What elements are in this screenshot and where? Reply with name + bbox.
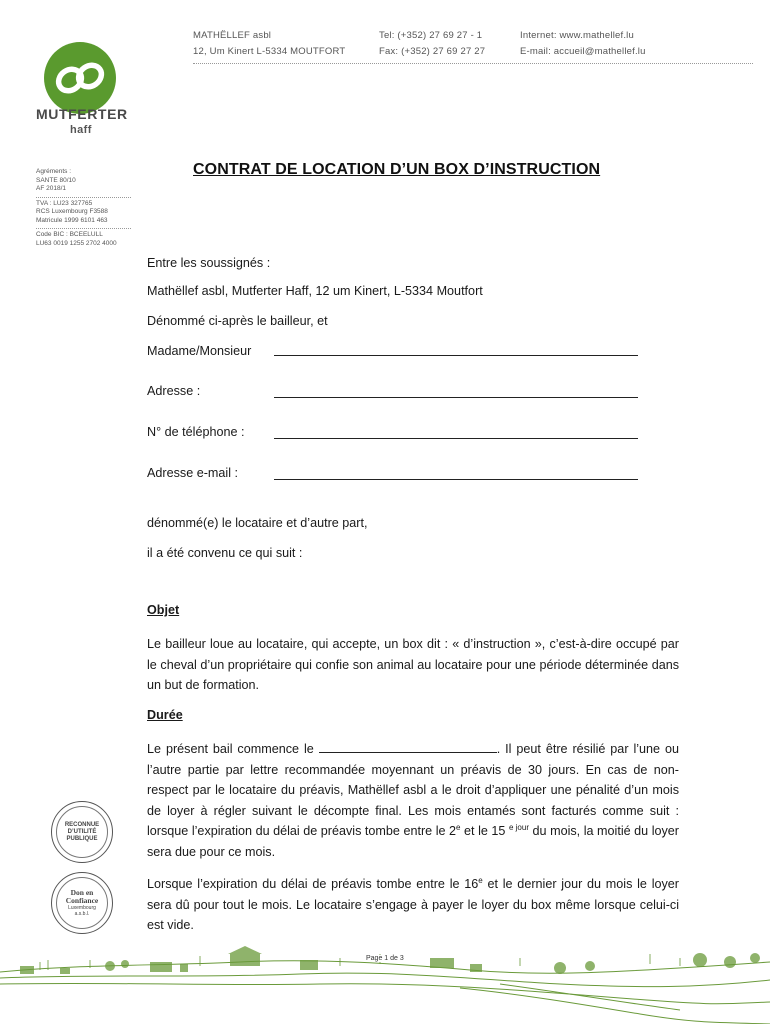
sidebar-line: RCS Luxembourg F3588 [36, 208, 108, 215]
sidebar-divider [36, 197, 131, 198]
parties-intro: Entre les soussignés : [147, 256, 271, 270]
email-field[interactable] [274, 479, 638, 480]
don-en-confiance-seal [51, 872, 113, 934]
sidebar-line: TVA : LU23 327765 [36, 199, 93, 207]
sidebar-line: Code BIC : BCEELULL [36, 231, 103, 238]
name-label: Madame/Monsieur [147, 344, 252, 358]
sidebar-line: Matricule 1999 6101 463 [36, 216, 108, 224]
sidebar-line: AF 2018/1 [36, 185, 66, 192]
duree-heading: Durée [147, 708, 183, 722]
brand-subname: haff [70, 124, 92, 136]
duree-rest: . Il peut être résilié par l’une ou l’autre partie par lettre recommandée moyennant un préavis de 30 jours. En cas de non-respect par le locataire du préavis, Mathëllef asbl a le droit d’appliquer une pénalité d’un mois de loyer à régler suivant le décompte final. Les mois entamés sont facturés comme suit : lorsque l’expiration du délai de préavis tombe entre le 2 [147, 742, 680, 838]
phone-field[interactable] [274, 438, 638, 439]
start-date-field[interactable] [319, 740, 497, 753]
header-divider [193, 63, 753, 64]
header-contact [379, 28, 485, 60]
address-field[interactable] [274, 397, 638, 398]
seal-text: RECONNUE D’UTILITÉ PUBLIQUE [64, 821, 100, 842]
objet-heading: Objet [147, 603, 180, 617]
name-field[interactable] [274, 355, 638, 356]
org-name: MATHËLLEF asbl [193, 30, 272, 41]
page-number: Page 1 de 3 [366, 955, 404, 962]
duree-paragraph-2 [147, 874, 679, 936]
org-address: 12, Um Kinert L-5334 MOUTFORT [193, 46, 346, 57]
objet-text: Le bailleur loue au locataire, qui accepte, un box dit : « d’instruction », c’est-à-dire occupé par le cheval d’un propriétaire qui confie son animal au locataire pour une période déterminée dans un but de formation. [147, 637, 679, 692]
phone-label: N° de téléphone : [147, 425, 245, 439]
org-internet[interactable]: Internet: www.mathellef.lu [520, 30, 634, 41]
sup-e-jour: e jour [508, 822, 529, 832]
denomme-locataire: dénommé(e) le locataire et d’autre part, [147, 516, 368, 530]
duree-paragraph-1 [147, 739, 679, 862]
sidebar-line: SANTE 80/10 [36, 176, 76, 184]
document-title: CONTRAT DE LOCATION D’UN BOX D’INSTRUCTION [193, 161, 601, 178]
address-label: Adresse : [147, 384, 201, 398]
duree-end: du mois, la moitié du loyer sera due pour ce mois. [147, 824, 679, 859]
sup-e-2: e [478, 875, 483, 885]
header-web [520, 28, 646, 60]
duree-mid: et le 15 [460, 824, 509, 838]
utilite-publique-seal [51, 801, 113, 863]
sup-e: e [456, 822, 461, 832]
duree-start: Le présent bail commence le [147, 742, 314, 756]
seal-subtext: Luxembourg a.s.b.l. [68, 905, 96, 917]
convenu-line: il a été convenu ce qui suit : [147, 546, 303, 560]
brand-name: MUTFERTER [36, 106, 128, 122]
sidebar-divider [36, 228, 131, 229]
header-org [193, 28, 345, 60]
denomme-bailleur: Dénommé ci-après le bailleur, et [147, 314, 328, 328]
sidebar-line: LU63 0019 1255 2702 4000 [36, 239, 117, 247]
seal-text: Don en Confiance [65, 888, 99, 905]
org-email[interactable]: E-mail: accueil@mathellef.lu [520, 46, 646, 57]
bailleur-line: Mathëllef asbl, Mutferter Haff, 12 um Kinert, L-5334 Moutfort [147, 284, 483, 298]
duree-p2-start: Lorsque l’expiration du délai de préavis tombe entre le 16 [147, 877, 479, 891]
duree-p2-end: et le dernier jour du mois le loyer sera dû pour tout le mois. Le locataire s’engage à payer le loyer du box même lorsque celui-ci est vide. [147, 877, 679, 932]
sidebar-info [36, 168, 131, 248]
org-tel: Tel: (+352) 27 69 27 - 1 [379, 30, 483, 41]
org-fax: Fax: (+352) 27 69 27 27 [379, 46, 486, 57]
sidebar-line: Agréments : [36, 168, 72, 175]
email-label: Adresse e-mail : [147, 466, 238, 480]
